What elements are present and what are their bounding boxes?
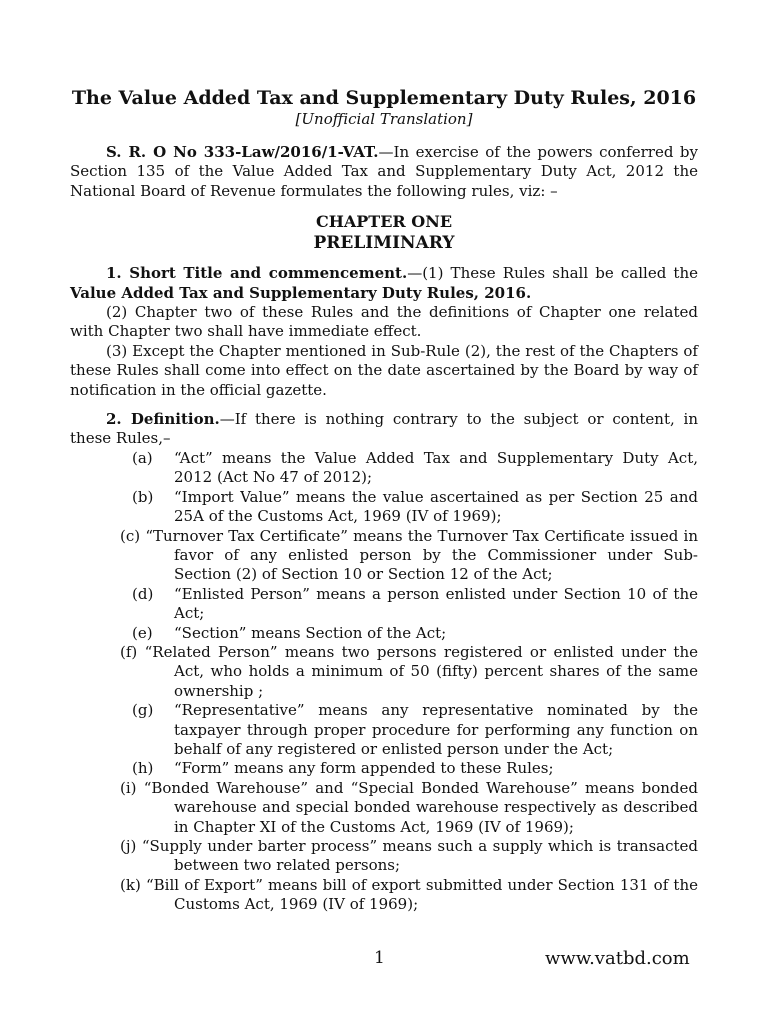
rule-2-heading: 2. Definition. [106,410,220,429]
definition-label: (f) [120,642,138,661]
rule-1-sub-2: (2) Chapter two of these Rules and the definitions of Chapter one related with Chapter two shall have immediate effect. [70,303,698,341]
definition-item [70,449,698,488]
definition-text: (j) “Supply under barter process” means such a supply which is transacted between two related persons; [120,837,698,875]
definition-text: (k) “Bill of Export” means bill of export submitted under Section 131 of the Customs Act, 1969 (IV of 1969); [120,875,698,914]
sro-number: S. R. O No 333-Law/2016/1-VAT. [106,143,379,161]
definition-label: (h) [132,759,154,778]
definition-label: (i) [120,778,137,797]
rule-1-heading: 1. Short Title and commencement. [106,264,408,283]
rule-1 [70,264,698,303]
rule-2 [70,410,698,449]
chapter-number: CHAPTER ONE [315,212,453,232]
definition-item [70,488,698,527]
definition-label: (d) [132,584,154,603]
rule-2-text: —If there is nothing contrary to the subject or content, in these Rules,– [70,410,698,448]
rule-1-text: —(1) These Rules shall be called the [407,264,698,283]
preamble-text: —In exercise of the powers conferred by Section 135 of the Value Added Tax and Supplementary Duty Act, 2012 the National Board of Revenue formulates the following rules, viz: – [70,143,698,200]
definition-item [70,779,698,837]
definition-item [70,643,698,701]
definition-label: (k) [120,875,141,894]
definition-item [70,876,698,915]
definition-text: “Import Value” means the value ascertained as per Section 25 and 25A of the Customs Act, 1969 (IV of 1969); [174,487,698,526]
definition-text: “Form” means any form appended to these Rules; [174,759,554,778]
document-title: The Value Added Tax and Supplementary Duty Rules, 2016 [71,87,697,109]
definition-label: (b) [132,487,154,506]
definition-item [70,701,698,759]
definition-item [70,585,698,624]
page-number: 1 [374,948,385,968]
definitions-list [70,449,698,915]
definition-text: “Enlisted Person” means a person enlisted under Section 10 of the Act; [174,584,698,623]
website-link[interactable]: www.vatbd.com [545,948,690,969]
definition-item [70,527,698,585]
definition-text: (c) “Turnover Tax Certificate” means the Turnover Tax Certificate issued in favor of any enlisted person by the Commissioner under Sub-Section (2) of Section 10 or Section 12 of the Act; [120,526,698,584]
definition-label: (c) [120,526,141,545]
document-subtitle: [Unofficial Translation] [295,110,473,128]
definition-item [70,624,698,643]
document-page [70,86,698,915]
definition-text: (i) “Bonded Warehouse” and “Special Bonded Warehouse” means bonded warehouse and special bonded warehouse respectively as described in Chapter XI of the Customs Act, 1969 (IV of 1969); [120,778,698,836]
definition-text: “Representative” means any representative nominated by the taxpayer through proper procedure for performing any function on behalf of any registered or enlisted person under the Act; [174,701,698,758]
definition-item [70,759,698,778]
rule-1-rules-name: Value Added Tax and Supplementary Duty Rules, 2016. [70,283,532,302]
definition-text: “Section” means Section of the Act; [174,623,447,642]
definition-label: (g) [132,701,154,720]
definition-item [70,837,698,876]
definition-text: “Act” means the Value Added Tax and Supplementary Duty Act, 2012 (Act No 47 of 2012); [174,448,698,487]
definition-label: (e) [132,623,153,642]
definition-label: (a) [132,448,153,467]
definition-text: (f) “Related Person” means two persons registered or enlisted under the Act, who holds a minimum of 50 (fifty) percent shares of the same ownership ; [120,642,698,700]
chapter-title: PRELIMINARY [313,233,455,254]
preamble [70,143,698,201]
rule-1-sub-3: (3) Except the Chapter mentioned in Sub-Rule (2), the rest of the Chapters of these Rules shall come into effect on the date ascertained by the Board by way of notification in the official gazette. [70,341,698,399]
definition-label: (j) [120,837,137,855]
